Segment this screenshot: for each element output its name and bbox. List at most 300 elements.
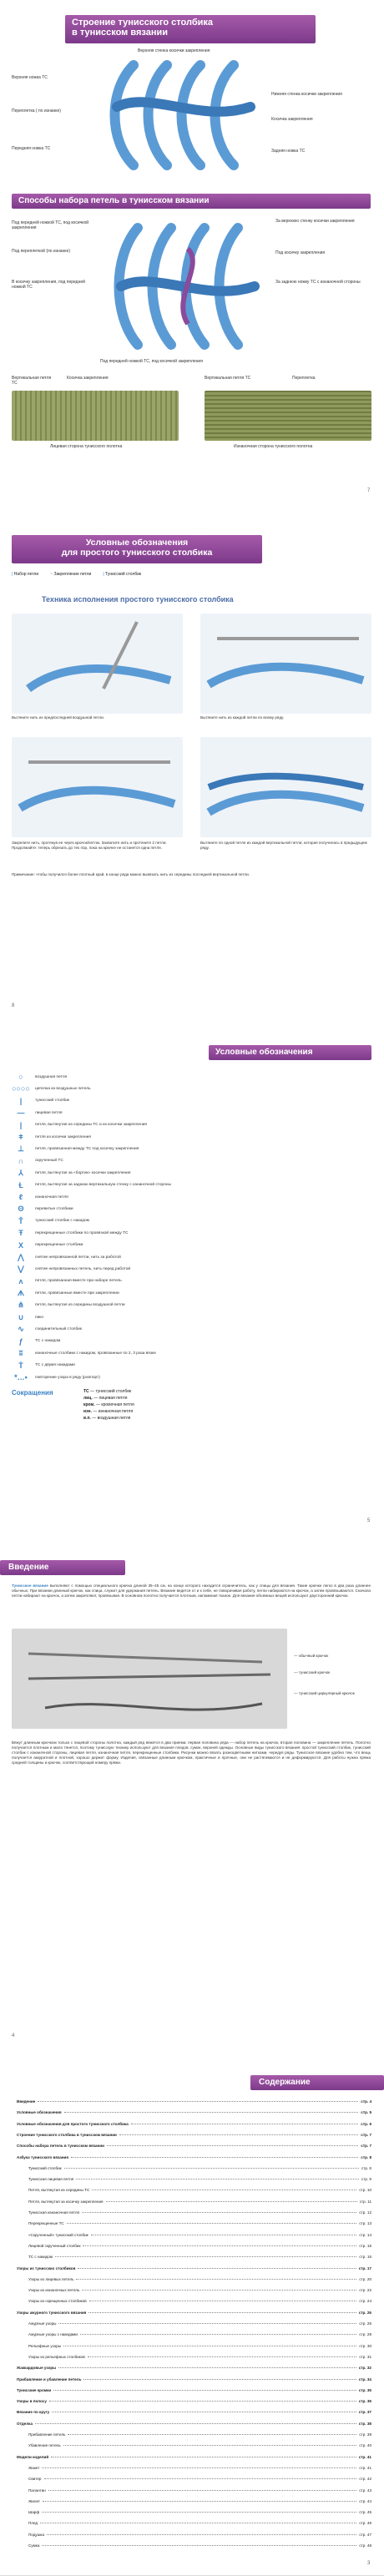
toc-title: Узоры из рельефных столбиков [28, 2354, 85, 2359]
page1-number: 7 [367, 488, 371, 493]
abbr-value: тунисский столбик [95, 1389, 132, 1394]
legend-item [12, 1301, 262, 1311]
legend-item [12, 1204, 262, 1214]
toc-title: Петля, вытянутая из середины ТС [28, 2188, 90, 2193]
toc-page: стр. 38 [358, 2421, 371, 2426]
step2-caption: Вытяните нить из каждой петли по всему ряду. [200, 715, 285, 720]
toc-row[interactable] [28, 2541, 371, 2548]
page5-title: Содержание [259, 2078, 311, 2087]
toc-title: Плед [28, 2521, 38, 2526]
abbr-value: лицевая петля [99, 1396, 128, 1401]
toc-page: стр. 28 [359, 2332, 371, 2337]
front-fabric-photo [12, 391, 179, 441]
legend-text: снятие непровязанной петли, нить за работой [35, 1255, 121, 1260]
hooks-icon [12, 1629, 287, 1729]
label-mid-r1: За верхнюю стенку косички закрепления [275, 219, 355, 224]
toc-row[interactable] [28, 2463, 371, 2470]
toc-row[interactable] [17, 2308, 371, 2315]
toc-leader [67, 2223, 357, 2224]
toc-row[interactable] [28, 2341, 371, 2348]
toc-title: Азбука тунисского вязания [17, 2154, 69, 2159]
toc-title: Перекрещенные ТС [28, 2221, 64, 2226]
page1-section2-banner [12, 194, 371, 209]
page4-title-banner [0, 1560, 125, 1575]
toc-page: стр. 10 [359, 2188, 371, 2193]
label-mid-bottom: Под передней ножкой ТС, под косичкой закрепления [100, 359, 203, 364]
toc-row[interactable] [17, 2119, 371, 2126]
legend-item [12, 1228, 262, 1238]
legend-text: соединительный столбик [35, 1326, 82, 1331]
step1-caption: Вытяните нить из предпоследней воздушной петли. [12, 715, 104, 720]
repeat-note-row [12, 1372, 262, 1382]
page1-title-line1: Строение тунисского столбика [72, 18, 214, 28]
intro-body: Вяжут длинным крючком только с лицевой стороны полотна, каждый ряд вяжется в два приема: первая половина ряда — набор петель на крючок, вторая половина — закрепление петель. Полотно получается плотным и мало тянется, поэтому тунисскую технику используют для вязания пледов, сумок, верхней одежды. Основные виды тунисского вязания: простой тунисский столбик, тунисский столбик с изнаночной стороны, лицевая петля, изнаночная петля, перекрещенные столбики. Рисунки можно вязать разноцветными нитками, чередуя ряды. Тунисское вязание удобно тем, что вещь получается аккуратной и плотной, хорошо держит форму. Изделия, связанные длинным крючком, практичные и прочные, они не растягиваются и не деформируются. Для работы нужна пряжа средней толщины и крючок, соответствующий номеру пряжи. [12, 1740, 371, 1765]
legend-item [12, 1336, 262, 1346]
toc-page: стр. 37 [358, 2410, 371, 2415]
toc-title: Узоры ажурного тунисского вязания [17, 2310, 87, 2315]
toc-leader [107, 2145, 358, 2146]
back-fabric-photo [205, 391, 371, 441]
toc-page: стр. 45 [359, 2510, 371, 2515]
page2-note: Примечание: чтобы получился более плотный край, в конце ряда можно вывязать нить из середины последней вертикальной петли. [12, 872, 250, 876]
toc-leader [83, 2245, 356, 2246]
toc-leader [38, 2101, 358, 2102]
toc-page: стр. 8 [361, 2154, 371, 2159]
abbr-value: изнаночная петля [98, 1409, 134, 1414]
toc-leader [64, 2168, 359, 2169]
page2-title-line2: для простого тунисского столбика [61, 548, 213, 558]
page-intro [0, 1545, 384, 2061]
toc-page: стр. 4 [361, 2099, 371, 2104]
toc-row[interactable] [17, 2407, 371, 2414]
toc-row[interactable] [28, 2219, 371, 2225]
toc-title: Сумка [28, 2543, 40, 2548]
toc-row[interactable] [17, 2397, 371, 2403]
page4-title: Введение [8, 1563, 49, 1572]
legend-item [12, 1168, 262, 1178]
abbr-item: в.п. — воздушная петля [83, 1416, 131, 1421]
intro-bold: Тунисское вязание [12, 1583, 48, 1588]
toc-page: стр. 47 [359, 2532, 371, 2537]
legend-loop-close: ~ Закрепление петли [50, 572, 92, 577]
toc-leader [47, 2534, 356, 2535]
photo1-caption: Лицевая сторона тунисского полотна [50, 444, 123, 449]
toc-row[interactable] [28, 2197, 371, 2204]
step2-illustration [200, 614, 371, 714]
toc-row[interactable] [28, 2164, 371, 2170]
loop-methods-diagram [104, 215, 271, 357]
intro-text: выполняют с помощью специального крючка длиной 35–45 см, на конце которого находится ограничитель, как у спицы для вязания. Такие крючки легко в два раза длиннее обычных. При вязании длинный крючок, как спица, служит для удержания петель. Вязание ведется от и к себе, не поворачивая работу, петли набираются на крючок, а затем провязываются. Сначала петли набирают на крючок, а затем закрепляют, провязывая. В основном полотно получается плотным, напоминая тканое. Для вязания объёмных вещей используют двусторонний крючок. [12, 1583, 371, 1598]
toc-title: Ажурные узоры [28, 2321, 57, 2326]
toc-leader [63, 2445, 357, 2446]
page-legend [0, 1030, 384, 1546]
legend-item [12, 1096, 262, 1106]
toc-row[interactable] [28, 2518, 371, 2525]
toc-page: стр. 26 [359, 2321, 371, 2326]
toc-title: Узоры в полосу [17, 2399, 47, 2404]
toc-title: Жакет [28, 2465, 40, 2470]
page5-title-banner [250, 2075, 384, 2090]
legend-text: тунисский столбик [35, 1099, 69, 1104]
page1-title-line2: в тунисском вязании [72, 28, 169, 38]
legend-text: изнаночные столбики с накидом, провязанные по 2, 3 раза вязке [35, 1351, 156, 1356]
toc-title: Узоры из изнаночных петель [28, 2288, 80, 2293]
legend-symbol-icon: Ɫ [18, 1180, 23, 1190]
toc-leader [58, 2367, 356, 2368]
toc-row[interactable] [28, 2319, 371, 2326]
toc-row[interactable] [28, 2486, 371, 2493]
toc-title: Тунисская изнаночная петля [28, 2210, 80, 2215]
toc-leader [78, 2268, 356, 2269]
legend-text: перекрещенные столбики [35, 1243, 83, 1248]
label-mid-l2: Под переплеткой (по изнанке) [12, 249, 70, 254]
step4-hook-icon [200, 737, 371, 837]
toc-page: стр. 14 [359, 2232, 371, 2237]
label-left3: Передняя ножка ТС [12, 146, 51, 151]
toc-title: Условные обозначения [17, 2110, 62, 2115]
toc-leader [43, 2501, 356, 2502]
step3-illustration [12, 737, 183, 837]
abbr-key: лиц. [83, 1396, 93, 1401]
page1-section2-title: Способы набора петель в тунисском вязании [18, 196, 210, 205]
legend-item [12, 1132, 262, 1142]
toc-row[interactable] [17, 2375, 371, 2382]
legend-item [12, 1144, 262, 1154]
toc-row[interactable] [28, 2508, 371, 2514]
toc-title: Строение тунисского столбика в тунисском вязании [17, 2132, 117, 2137]
toc-title: Вязание по кругу [17, 2410, 50, 2415]
toc-title: Прибавление и убавление петель [17, 2376, 82, 2382]
toc-row[interactable] [28, 2185, 371, 2192]
toc-page: стр. 24 [359, 2299, 371, 2304]
technique-title: Техника исполнения простого тунисского столбика [42, 595, 234, 604]
legend-symbol-icon: ∿ [18, 1324, 24, 1333]
toc-row[interactable] [28, 2208, 371, 2215]
toc-leader [58, 2323, 356, 2324]
toc-row[interactable] [28, 2530, 371, 2537]
toc-page: стр. 11 [359, 2199, 371, 2204]
legend-text: тунисский столбик с накидом [35, 1219, 89, 1224]
toc-leader [64, 2112, 359, 2113]
legend-text: ТС с накидом [35, 1339, 61, 1344]
step1-illustration [12, 614, 183, 714]
step2-hook-icon [200, 614, 371, 714]
toc-leader [44, 2478, 357, 2479]
toc-page: стр. 7 [361, 2132, 371, 2137]
toc-title: Ажурные узоры с накидами [28, 2332, 78, 2337]
legend-text: петля, вытянутая за заднюю вертикальную стенку с изнаночной стороны [35, 1183, 171, 1188]
toc-leader [68, 2434, 356, 2435]
page-contents [0, 2060, 384, 2576]
legend-symbol-icon: ℓ [18, 1193, 23, 1201]
toc-page: стр. 42 [359, 2477, 371, 2482]
toc-leader [82, 2212, 356, 2213]
legend-item [12, 1156, 262, 1166]
legend-symbol-icon: Ŧ [18, 1229, 23, 1238]
abbr-item: кром. — кромочная петля [83, 1402, 134, 1407]
toc-row[interactable] [17, 2386, 371, 2392]
legend-item [12, 1240, 262, 1250]
label-right1: Нижняя стенка косички закрепления [271, 92, 342, 97]
toc-page: стр. 48 [359, 2543, 371, 2548]
toc-page: стр. 5 [361, 2110, 371, 2115]
label-mid-r2: Под косичку закрепления [275, 250, 326, 255]
label-top-center: Верхняя стенка косички закрепления [138, 48, 210, 53]
legend-symbol-icon: ǂ [18, 1133, 23, 1141]
toc-row[interactable] [28, 2230, 371, 2237]
toc-page: стр. 44 [359, 2498, 371, 2503]
toc-row[interactable] [17, 2108, 371, 2114]
legend-symbol-icon: ʌ [18, 1276, 23, 1285]
hook-label-2: — тунисский крючок [294, 1670, 331, 1674]
toc-page: стр. 35 [358, 2387, 371, 2392]
toc-row[interactable] [17, 2153, 371, 2159]
toc-title: Способы набора петель в тунисском вязании [17, 2144, 104, 2149]
toc-page: стр. 40 [359, 2443, 371, 2448]
toc-leader [76, 2279, 356, 2280]
toc-row[interactable] [28, 2352, 371, 2359]
toc-row[interactable] [28, 2241, 371, 2248]
legend-item [12, 1108, 262, 1118]
legend-symbol-icon: ʘ [18, 1205, 24, 1214]
toc-row[interactable] [17, 2363, 371, 2370]
toc-leader [88, 2356, 357, 2357]
label-mid-r3: За заднюю ножку ТС с изнаночной стороны [275, 280, 361, 285]
toc-page: стр. 36 [358, 2399, 371, 2404]
legend-stitch: | Тунисский столбик [103, 572, 142, 577]
toc-page: стр. 43 [359, 2488, 371, 2493]
toc-leader [106, 2201, 357, 2202]
toc-row[interactable] [17, 2141, 371, 2148]
toc-row[interactable] [28, 2275, 371, 2281]
toc-title: Условные обозначения для простого тунисского столбика [17, 2121, 129, 2126]
toc-page: стр. 41 [358, 2454, 371, 2459]
toc-row[interactable] [28, 2174, 371, 2181]
toc-title: Тунисская лицевая петля [28, 2177, 74, 2182]
toc-page: стр. 41 [359, 2465, 371, 2470]
legend-text: ТС с двумя накидами [35, 1363, 75, 1368]
toc-row[interactable] [17, 2130, 371, 2137]
toc-leader [48, 2490, 357, 2491]
page-structure [0, 0, 384, 516]
toc-title: Отделка [17, 2421, 33, 2426]
legend-item [12, 1361, 262, 1371]
legend-symbol-icon: ∪ [18, 1312, 24, 1321]
photo2-caption: Изнаночная сторона тунисского полотна [234, 444, 313, 449]
toc-page: стр. 20 [359, 2276, 371, 2281]
legend-symbol-icon: ƒ [18, 1336, 23, 1346]
label-right3: Задняя ножка ТС [271, 149, 306, 154]
page3-number: 5 [367, 1518, 371, 1523]
legend-item [12, 1264, 262, 1274]
toc-leader [83, 2379, 356, 2380]
photo2-label1: Вертикальная петля ТС [205, 376, 251, 381]
page2-title-banner [12, 535, 262, 563]
toc-page: стр. 6 [361, 2121, 371, 2126]
page-simple-stitch [0, 515, 384, 1031]
legend-item [12, 1348, 262, 1358]
toc-title: Прибавление петель [28, 2432, 66, 2437]
toc-title: Узоры из лицевых петель [28, 2276, 74, 2281]
toc-title: Узоры из тунисских столбиков [17, 2265, 76, 2270]
toc-title: Жаккардовые узоры [17, 2366, 57, 2371]
toc-page: стр. 7 [361, 2144, 371, 2149]
legend-symbol-icon: ○ [18, 1073, 23, 1081]
abbr-key: ТС [83, 1389, 89, 1394]
page3-title-banner [209, 1045, 371, 1060]
toc-leader [88, 2312, 356, 2313]
legend-text: перекрещенные столбики по провязкой между ТС [35, 1230, 129, 1235]
toc-leader [80, 2334, 356, 2335]
legend-item [12, 1216, 262, 1226]
toc-row[interactable] [17, 2419, 371, 2426]
toc-page: стр. 46 [359, 2521, 371, 2526]
toc-title: Узоры из скрещенных столбиков [28, 2299, 87, 2304]
legend-symbol-icon: | [19, 1120, 23, 1129]
legend-text: пико [35, 1315, 44, 1320]
toc-page: стр. 39 [359, 2432, 371, 2437]
legend-loop-set: | Набор петли [12, 572, 39, 577]
legend-symbol-icon: Ť [18, 1216, 23, 1225]
toc-title: «Скрученный» тунисский столбик [28, 2232, 88, 2237]
legend-text: изнаночная петля [35, 1195, 68, 1200]
page5-number: 3 [367, 2561, 371, 2566]
toc-page: стр. 9 [361, 2177, 371, 2182]
legend-symbol-icon: | [19, 1096, 23, 1105]
legend-strip [12, 570, 262, 578]
step1-hook-icon [12, 614, 183, 714]
legend-text: петля, вытянутая за «бортик» косички закрепления [35, 1170, 131, 1175]
toc-leader [49, 2401, 356, 2402]
legend-symbol-icon: ⋁ [18, 1264, 24, 1273]
toc-page: стр. 26 [358, 2310, 371, 2315]
toc-row[interactable] [28, 2296, 371, 2303]
toc-leader [55, 2256, 356, 2257]
toc-leader [42, 2545, 356, 2546]
abbr-item: изн. — изнаночная петля [83, 1409, 134, 1414]
legend-symbol-icon: — [17, 1109, 25, 1118]
toc-page: стр. 32 [358, 2366, 371, 2371]
toc-title: Рельефные узоры [28, 2343, 62, 2348]
toc-title: Жилет [28, 2498, 40, 2503]
repeat-icon: *…• [14, 1373, 28, 1381]
toc-page: стр. 15 [359, 2243, 371, 2248]
step3-hook-icon [12, 737, 183, 837]
toc-leader [35, 2423, 356, 2424]
legend-symbol-icon: ᗑ [17, 1288, 25, 1297]
page2-number: 8 [12, 1003, 15, 1008]
legend-item [12, 1180, 262, 1190]
toc-title: Шарф [28, 2510, 40, 2515]
photo1-label1: Вертикальная петля ТС [12, 376, 52, 386]
legend-item [12, 1120, 262, 1130]
toc-leader [71, 2157, 358, 2158]
step4-caption: Вытяните по одной петле из каждой вертикальной петли, которая получилась в предыдущем ряду. [200, 841, 367, 850]
toc-row[interactable] [17, 2452, 371, 2459]
legend-symbol-icon: ∩ [18, 1156, 24, 1165]
toc-leader [42, 2467, 356, 2468]
legend-text: лицевая петля [35, 1110, 63, 1115]
toc-title: Тунисские кромки [17, 2387, 52, 2392]
abbr-item: лиц. — лицевая петля [83, 1396, 128, 1401]
toc-row[interactable] [28, 2330, 371, 2336]
toc-page: стр. 13 [359, 2221, 371, 2226]
legend-symbol-icon: ⋀ [18, 1252, 24, 1261]
abbr-item: ТС — тунисский столбик [83, 1389, 132, 1394]
abbr-value: кромочная петля [101, 1402, 134, 1407]
toc-page: стр. 22 [359, 2288, 371, 2293]
legend-item [12, 1252, 262, 1262]
label-left1: Верхняя ножка ТС [12, 75, 48, 80]
intro-paragraph [12, 1583, 371, 1599]
toc-leader [53, 2390, 356, 2391]
toc-title: Модели изделий [17, 2454, 49, 2459]
toc-leader [82, 2290, 356, 2291]
legend-text: петля, вытянутая из середины воздушной петли [35, 1303, 125, 1308]
legend-text: петля, провязанная между ТС под косичку закрепления [35, 1146, 139, 1151]
toc-title: Введение [17, 2099, 36, 2104]
toc-title: Палантин [28, 2488, 46, 2493]
toc-row[interactable] [28, 2474, 371, 2481]
toc-title: Убавление петель [28, 2443, 61, 2448]
legend-item [12, 1312, 262, 1322]
label-mid-l1: Под передней ножкой ТС, под косичкой закрепления [12, 220, 89, 230]
toc-row[interactable] [28, 2497, 371, 2503]
toc-row[interactable] [28, 2286, 371, 2292]
toc-title: ТС с накидом [28, 2255, 53, 2260]
legend-symbol-icon: X [18, 1240, 23, 1250]
legend-text: петля, провязанная вместе при наборе петель [35, 1279, 122, 1284]
toc-title: Подушка [28, 2532, 45, 2537]
hook-label-3: — тунисский циркулярный крючок [294, 1691, 355, 1695]
toc-page: стр. 8 [361, 2165, 371, 2170]
hook-label-1: — обычный крючок [294, 1654, 329, 1658]
toc-row[interactable] [17, 2264, 371, 2270]
toc-title: Свитер [28, 2477, 42, 2482]
toc-page: стр. 31 [359, 2354, 371, 2359]
hooks-photo [12, 1629, 287, 1729]
toc-page: стр. 16 [359, 2255, 371, 2260]
legend-text: перевитые столбики [35, 1206, 73, 1211]
legend-text: петли, провязанные вместе при закреплении [35, 1291, 119, 1296]
toc-page: стр. 34 [358, 2376, 371, 2382]
legend-symbol-icon: ⅄ [18, 1168, 23, 1177]
legend-item [12, 1276, 262, 1286]
toc-row[interactable] [28, 2252, 371, 2259]
toc-leader [42, 2512, 356, 2513]
legend-text: скрученный ТС [35, 1159, 63, 1164]
legend-text: петля из косички закрепления [35, 1134, 91, 1139]
abbr-value: воздушная петля [97, 1416, 131, 1421]
legend-text: воздушная петля [35, 1074, 68, 1079]
toc-row[interactable] [17, 2097, 371, 2104]
toc-page: стр. 12 [359, 2210, 371, 2215]
page2-title-line1: Условные обозначения [85, 538, 189, 548]
legend-item [12, 1083, 262, 1094]
label-right2: Косичка закрепления [271, 117, 313, 122]
toc-page: стр. 17 [358, 2265, 371, 2270]
toc-title: Тунисский столбик [28, 2165, 62, 2170]
legend-item [12, 1192, 262, 1202]
label-left2: Переплетка ( по изнанке) [12, 109, 61, 114]
page4-number: 4 [12, 2033, 15, 2038]
page3-title: Условные обозначения [215, 1048, 313, 1057]
step4-illustration [200, 737, 371, 837]
label-mid-l3: В косичку закрепления, под передней ножкой ТС [12, 280, 85, 290]
legend-symbol-icon: Ṫ [18, 1361, 23, 1370]
toc-row[interactable] [28, 2441, 371, 2447]
toc-row[interactable] [28, 2430, 371, 2437]
